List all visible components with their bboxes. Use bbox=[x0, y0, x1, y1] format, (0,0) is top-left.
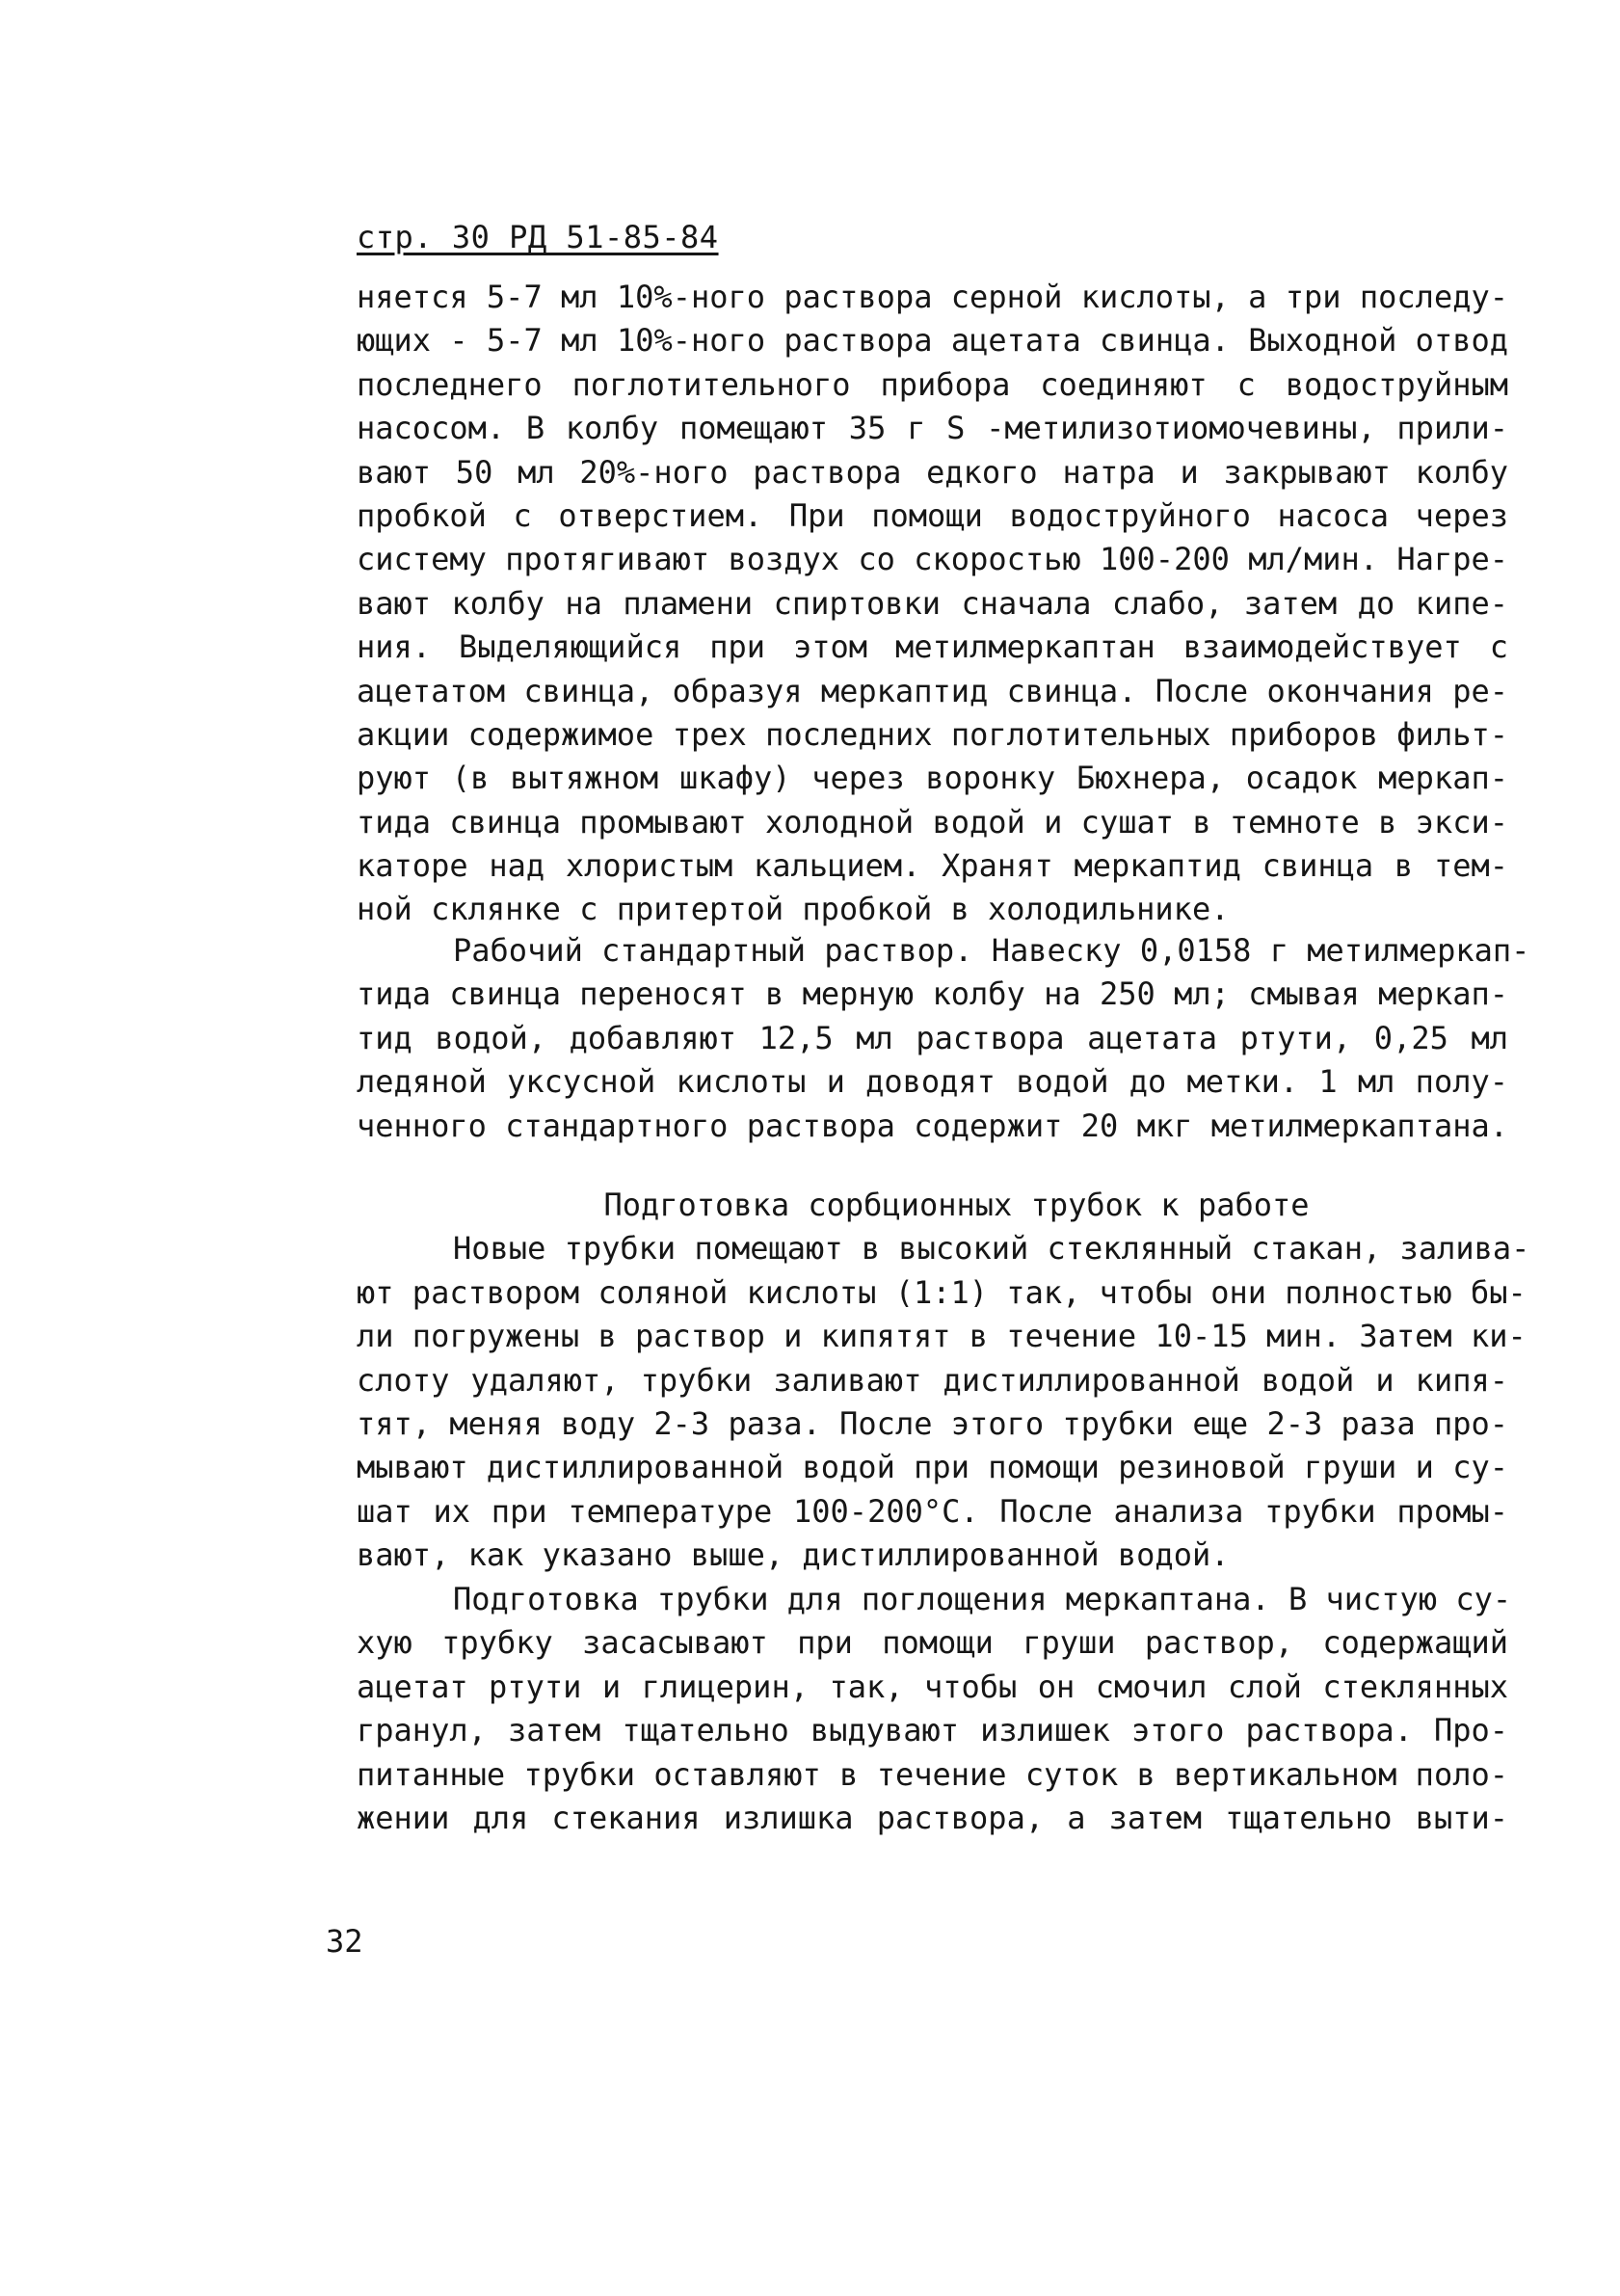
text-line: ния. Выделяющийся при этом метилмеркаптан взаимодействует с bbox=[357, 628, 1508, 666]
paragraph-absorption-tube bbox=[357, 1578, 1512, 1840]
text-line: ющих - 5-7 мл 10%-ного раствора ацетата свинца. Выходной отвод bbox=[357, 322, 1508, 360]
text-line: вают, как указано выше, дистиллированной водой. bbox=[357, 1536, 1230, 1574]
text-line: тида свинца переносят в мерную колбу на 250 мл; смывая меркап- bbox=[357, 975, 1508, 1013]
page-header: стр. 30 РД 51-85-84 bbox=[357, 219, 719, 255]
text-line: акции содержимое трех последних поглотительных приборов фильт- bbox=[357, 715, 1508, 753]
text-line: питанные трубки оставляют в течение суток в вертикальном поло- bbox=[357, 1755, 1508, 1793]
section-tube-preparation bbox=[357, 1184, 1530, 1578]
text-line: ют раствором соляной кислоты (1:1) так, чтобы они полностью бы- bbox=[357, 1273, 1527, 1311]
text-line: насосом. В колбу помещают 35 г S -метилизотиомочевины, прили- bbox=[357, 410, 1508, 447]
text-line: гранул, затем тщательно выдувают излишек этого раствора. Про- bbox=[357, 1712, 1508, 1749]
text-line: жении для стекания излишка раствора, а затем тщательно выти- bbox=[357, 1799, 1508, 1836]
text-line: последнего поглотительного прибора соединяют с водоструйным bbox=[357, 365, 1508, 403]
text-line: Подготовка трубки для поглощения меркаптана. В чистую су- bbox=[453, 1581, 1512, 1617]
text-line: ацетат ртути и глицерин, так, чтобы он смочил слой стеклянных bbox=[357, 1668, 1508, 1705]
text-line: вают 50 мл 20%-ного раствора едкого натра и закрывают колбу bbox=[357, 453, 1508, 491]
text-line: тида свинца промывают холодной водой и сушат в темноте в экси- bbox=[357, 803, 1508, 841]
text-line: ледяной уксусной кислоты и доводят водой до метки. 1 мл полу- bbox=[357, 1063, 1508, 1101]
text-line: ли погружены в раствор и кипятят в течение 10-15 мин. Затем ки- bbox=[357, 1318, 1527, 1355]
paragraph-preparation-mercaptide bbox=[357, 276, 1508, 932]
text-line: систему протягивают воздух со скоростью 100-200 мл/мин. Нагре- bbox=[357, 541, 1508, 578]
text-line: шат их при температуре 100-200°С. После анализа трубки промы- bbox=[357, 1492, 1508, 1530]
text-line: руют (в вытяжном шкафу) через воронку Бюхнера, осадок меркап- bbox=[357, 760, 1508, 797]
text-line: Новые трубки помещают в высокий стеклянный стакан, залива- bbox=[453, 1230, 1530, 1268]
section-heading: Подготовка сорбционных трубок к работе bbox=[603, 1187, 1310, 1223]
text-line: ченного стандартного раствора содержит 20 мкг метилмеркаптана. bbox=[357, 1107, 1508, 1144]
text-line: хую трубку засасывают при помощи груши раствор, содержащий bbox=[357, 1624, 1508, 1662]
text-line: мывают дистиллированной водой при помощи резиновой груши и су- bbox=[357, 1449, 1508, 1486]
text-line: каторе над хлористым кальцием. Хранят меркаптид свинца в тем- bbox=[357, 847, 1508, 885]
text-line: слоту удаляют, трубки заливают дистиллированной водой и кипя- bbox=[357, 1361, 1508, 1399]
text-line: ной склянке с притертой пробкой в холодильнике. bbox=[357, 891, 1230, 928]
text-line: Рабочий стандартный раствор. Навеску 0,0158 г метилмеркап- bbox=[453, 932, 1530, 969]
text-line: ацетатом свинца, образуя меркаптид свинца. После окончания ре- bbox=[357, 672, 1508, 709]
text-line: няется 5-7 мл 10%-ного раствора серной кислоты, а три последу- bbox=[357, 279, 1508, 315]
text-line: вают колбу на пламени спиртовки сначала слабо, затем до кипе- bbox=[357, 584, 1508, 622]
text-line: тят, меняя воду 2-3 раза. После этого трубки еще 2-3 раза про- bbox=[357, 1404, 1508, 1442]
text-line: тид водой, добавляют 12,5 мл раствора ацетата ртути, 0,25 мл bbox=[357, 1019, 1508, 1056]
paragraph-working-standard-solution bbox=[357, 929, 1530, 1148]
page-number: 32 bbox=[326, 1923, 363, 1960]
text-line: пробкой с отверстием. При помощи водоструйного насоса через bbox=[357, 496, 1508, 534]
